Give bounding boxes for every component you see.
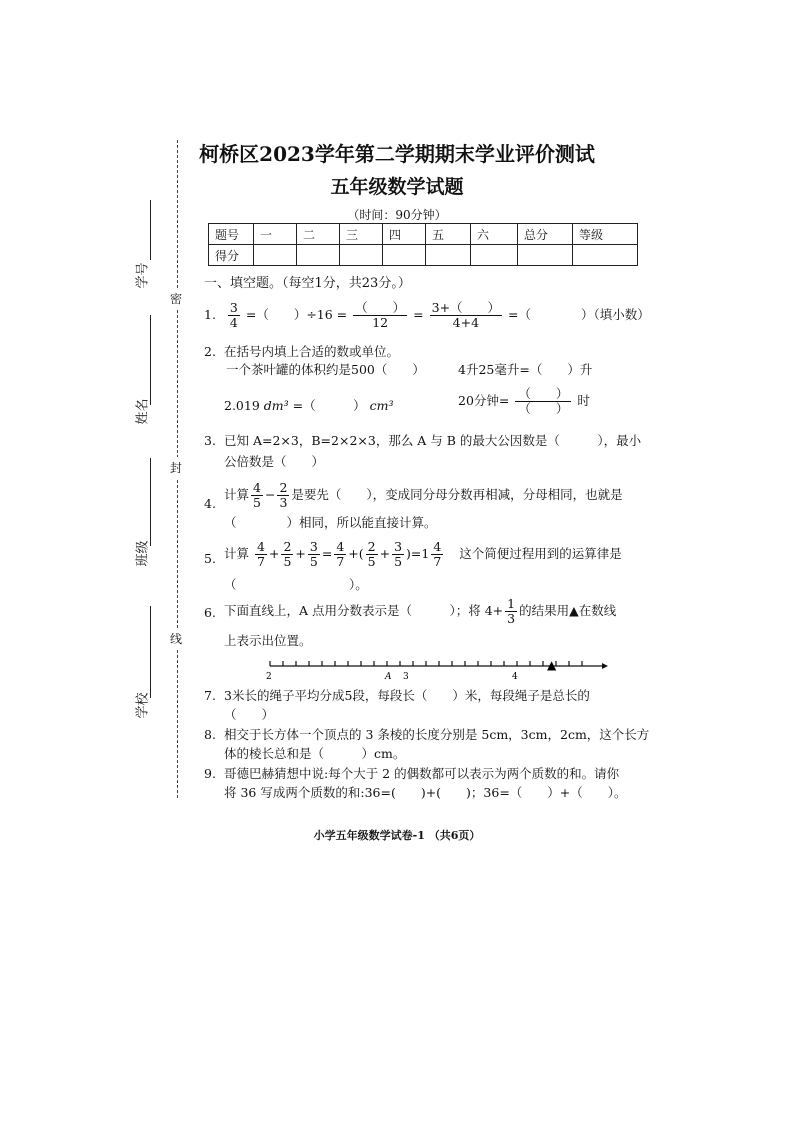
fold-feng: 封: [170, 457, 182, 478]
score-input-cell[interactable]: [297, 245, 340, 266]
q2-intro: 在括号内填上合适的数或单位。: [224, 344, 400, 359]
q5-line2: （ ）。: [224, 577, 368, 592]
class-label: 班级: [135, 540, 151, 567]
q5-frac: $\frac{2}{5}$: [283, 539, 292, 569]
score-input-cell[interactable]: [340, 245, 383, 266]
q5-frac: $\frac{2}{5}$: [367, 539, 376, 569]
q5-number: 5.: [204, 551, 216, 566]
q2-a: 一个茶叶罐的体积约是500（ ）: [226, 362, 425, 377]
q7-number: 7.: [204, 688, 216, 703]
q4-number: 4.: [204, 496, 216, 511]
score-cell: 得分: [209, 245, 254, 266]
q4-fraction-2: $\frac{2}{3}$: [279, 480, 288, 510]
score-cell: 六: [471, 224, 518, 245]
q2-c: 2.019 dm³ =（ ） cm³: [224, 398, 394, 413]
name-line: [150, 315, 151, 405]
number-line-triangle: ▲: [547, 658, 557, 672]
q1-fraction-3: $\frac{3+( )}{4+4}$: [431, 300, 501, 330]
q8-line1: 相交于长方体一个顶点的 3 条棱的长度分别是 5cm，3cm，2cm，这个长方: [224, 727, 650, 742]
q9-line2: 将 36 写成两个质数的和:36=( )+( )；36=（ ）+（ ）。: [224, 785, 627, 800]
q2-unit-dm3: dm³: [263, 398, 289, 413]
q2-fraction: $\frac{( )}{( )}$: [515, 387, 571, 416]
q1-number: 1.: [204, 307, 216, 322]
score-input-cell[interactable]: [426, 245, 471, 266]
number-line-arrow: [602, 663, 608, 669]
q4-line2: （ ）相同，所以能直接计算。: [224, 515, 437, 530]
fold-xian: 线: [170, 628, 182, 649]
score-cell: 一: [254, 224, 297, 245]
score-table-score-row: [209, 245, 638, 266]
q5-frac: $\frac{4}{7}$: [257, 539, 265, 569]
score-cell: 四: [383, 224, 426, 245]
score-table-header-row: [209, 224, 638, 245]
q6-line1: 下面直线上，A 点用分数表示是（ ）；将 4+ $\frac{1}{3}$ 的结果用▲在数线: [224, 596, 617, 626]
question-1: [204, 301, 650, 330]
q1-fraction-2: $\frac{( )}{12}$: [355, 300, 406, 330]
exam-subtitle: 五年级数学试题: [330, 176, 464, 198]
number-line-label-3: 3: [403, 672, 409, 682]
score-cell: 等级: [573, 224, 638, 245]
number-line-label-A: A: [385, 672, 392, 682]
q1-eq: =: [413, 307, 424, 322]
q2-b: 4升25毫升=（ ）升: [458, 362, 593, 377]
score-input-cell[interactable]: [383, 245, 426, 266]
q3-line1: 已知 A=2×3，B=2×2×3，那么 A 与 B 的最大公因数是（ ），最小: [224, 433, 642, 448]
q3-number: 3.: [204, 433, 216, 448]
score-table: [208, 223, 638, 266]
fold-mi: 密: [170, 288, 182, 309]
page-footer: 小学五年级数学试卷-1 （共6页）: [313, 829, 481, 842]
score-cell: 二: [297, 224, 340, 245]
score-input-cell[interactable]: [254, 245, 297, 266]
q2-d: 20分钟= $\frac{( )}{( )}$ 时: [458, 386, 590, 416]
q3-line2: 公倍数是（ ）: [224, 454, 325, 469]
score-input-cell[interactable]: [518, 245, 573, 266]
number-line-ticks: [270, 661, 582, 666]
q5-frac: $\frac{4}{7}$: [336, 539, 345, 569]
q2-number: 2.: [204, 344, 216, 359]
exam-title: 柯桥区2023学年第二学期期末学业评价测试: [199, 142, 595, 166]
exam-time: （时间：90分钟）: [347, 208, 447, 222]
number-line: [268, 654, 608, 684]
q9-line1: 哥德巴赫猜想中说:每个大于 2 的偶数都可以表示为两个质数的和。请你: [224, 766, 620, 781]
q1-mid: =（ ）÷16 =: [245, 307, 348, 322]
q1-fraction-1: $\frac{3}{4}$: [229, 300, 238, 330]
q8-number: 8.: [204, 727, 216, 742]
number-line-label-4: 4: [512, 672, 518, 682]
q5-frac: $\frac{4}{7}$: [433, 539, 442, 569]
q5-line1: 计算 $\frac{4}{7}$ + $\frac{2}{5}$ + $\frac{3}{5}$ = $\frac{4}{7}$ +( $\frac{2}{5}$ + $\frac{3}{5}$ )=1 $\frac{4}{7}$ 这个简便过程用到的运算律是: [224, 539, 622, 569]
q8-line2: 体的棱长总和是（ ）cm。: [224, 746, 406, 761]
number-line-label-2: 2: [266, 672, 272, 682]
name-label: 姓名: [135, 398, 151, 425]
q6-line2: 上表示出位置。: [224, 633, 312, 648]
q4-fraction-1: $\frac{4}{5}$: [253, 480, 261, 510]
q6-fraction: $\frac{1}{3}$: [507, 596, 516, 626]
q6-number: 6.: [204, 605, 216, 620]
score-input-cell[interactable]: [471, 245, 518, 266]
score-cell: 总分: [518, 224, 573, 245]
class-line: [150, 458, 151, 546]
q4-line1: 计算 $\frac{4}{5}$ − $\frac{2}{3}$ 是要先（ ），变成同分母分数再相减，分母相同，也就是: [224, 480, 623, 510]
q9-number: 9.: [204, 766, 216, 781]
q2-unit-cm3: cm³: [369, 398, 394, 413]
school-label: 学校: [135, 692, 151, 719]
q5-frac: $\frac{3}{5}$: [309, 539, 318, 569]
q7-line2: （ ）: [224, 707, 275, 722]
q7-line1: 3米长的绳子平均分成5段，每段长（ ）米，每段绳子是总长的: [224, 688, 590, 703]
score-cell: 题号: [209, 224, 254, 245]
q1-tail: =（ ）（填小数）: [508, 307, 650, 322]
score-cell: 三: [340, 224, 383, 245]
student-id-label: 学号: [135, 262, 151, 289]
score-cell: 五: [426, 224, 471, 245]
section-1-heading: 一、填空题。（每空1分，共23分。）: [204, 276, 411, 291]
school-line: [150, 606, 151, 698]
score-input-cell[interactable]: [573, 245, 638, 266]
q5-frac: $\frac{3}{5}$: [394, 539, 403, 569]
